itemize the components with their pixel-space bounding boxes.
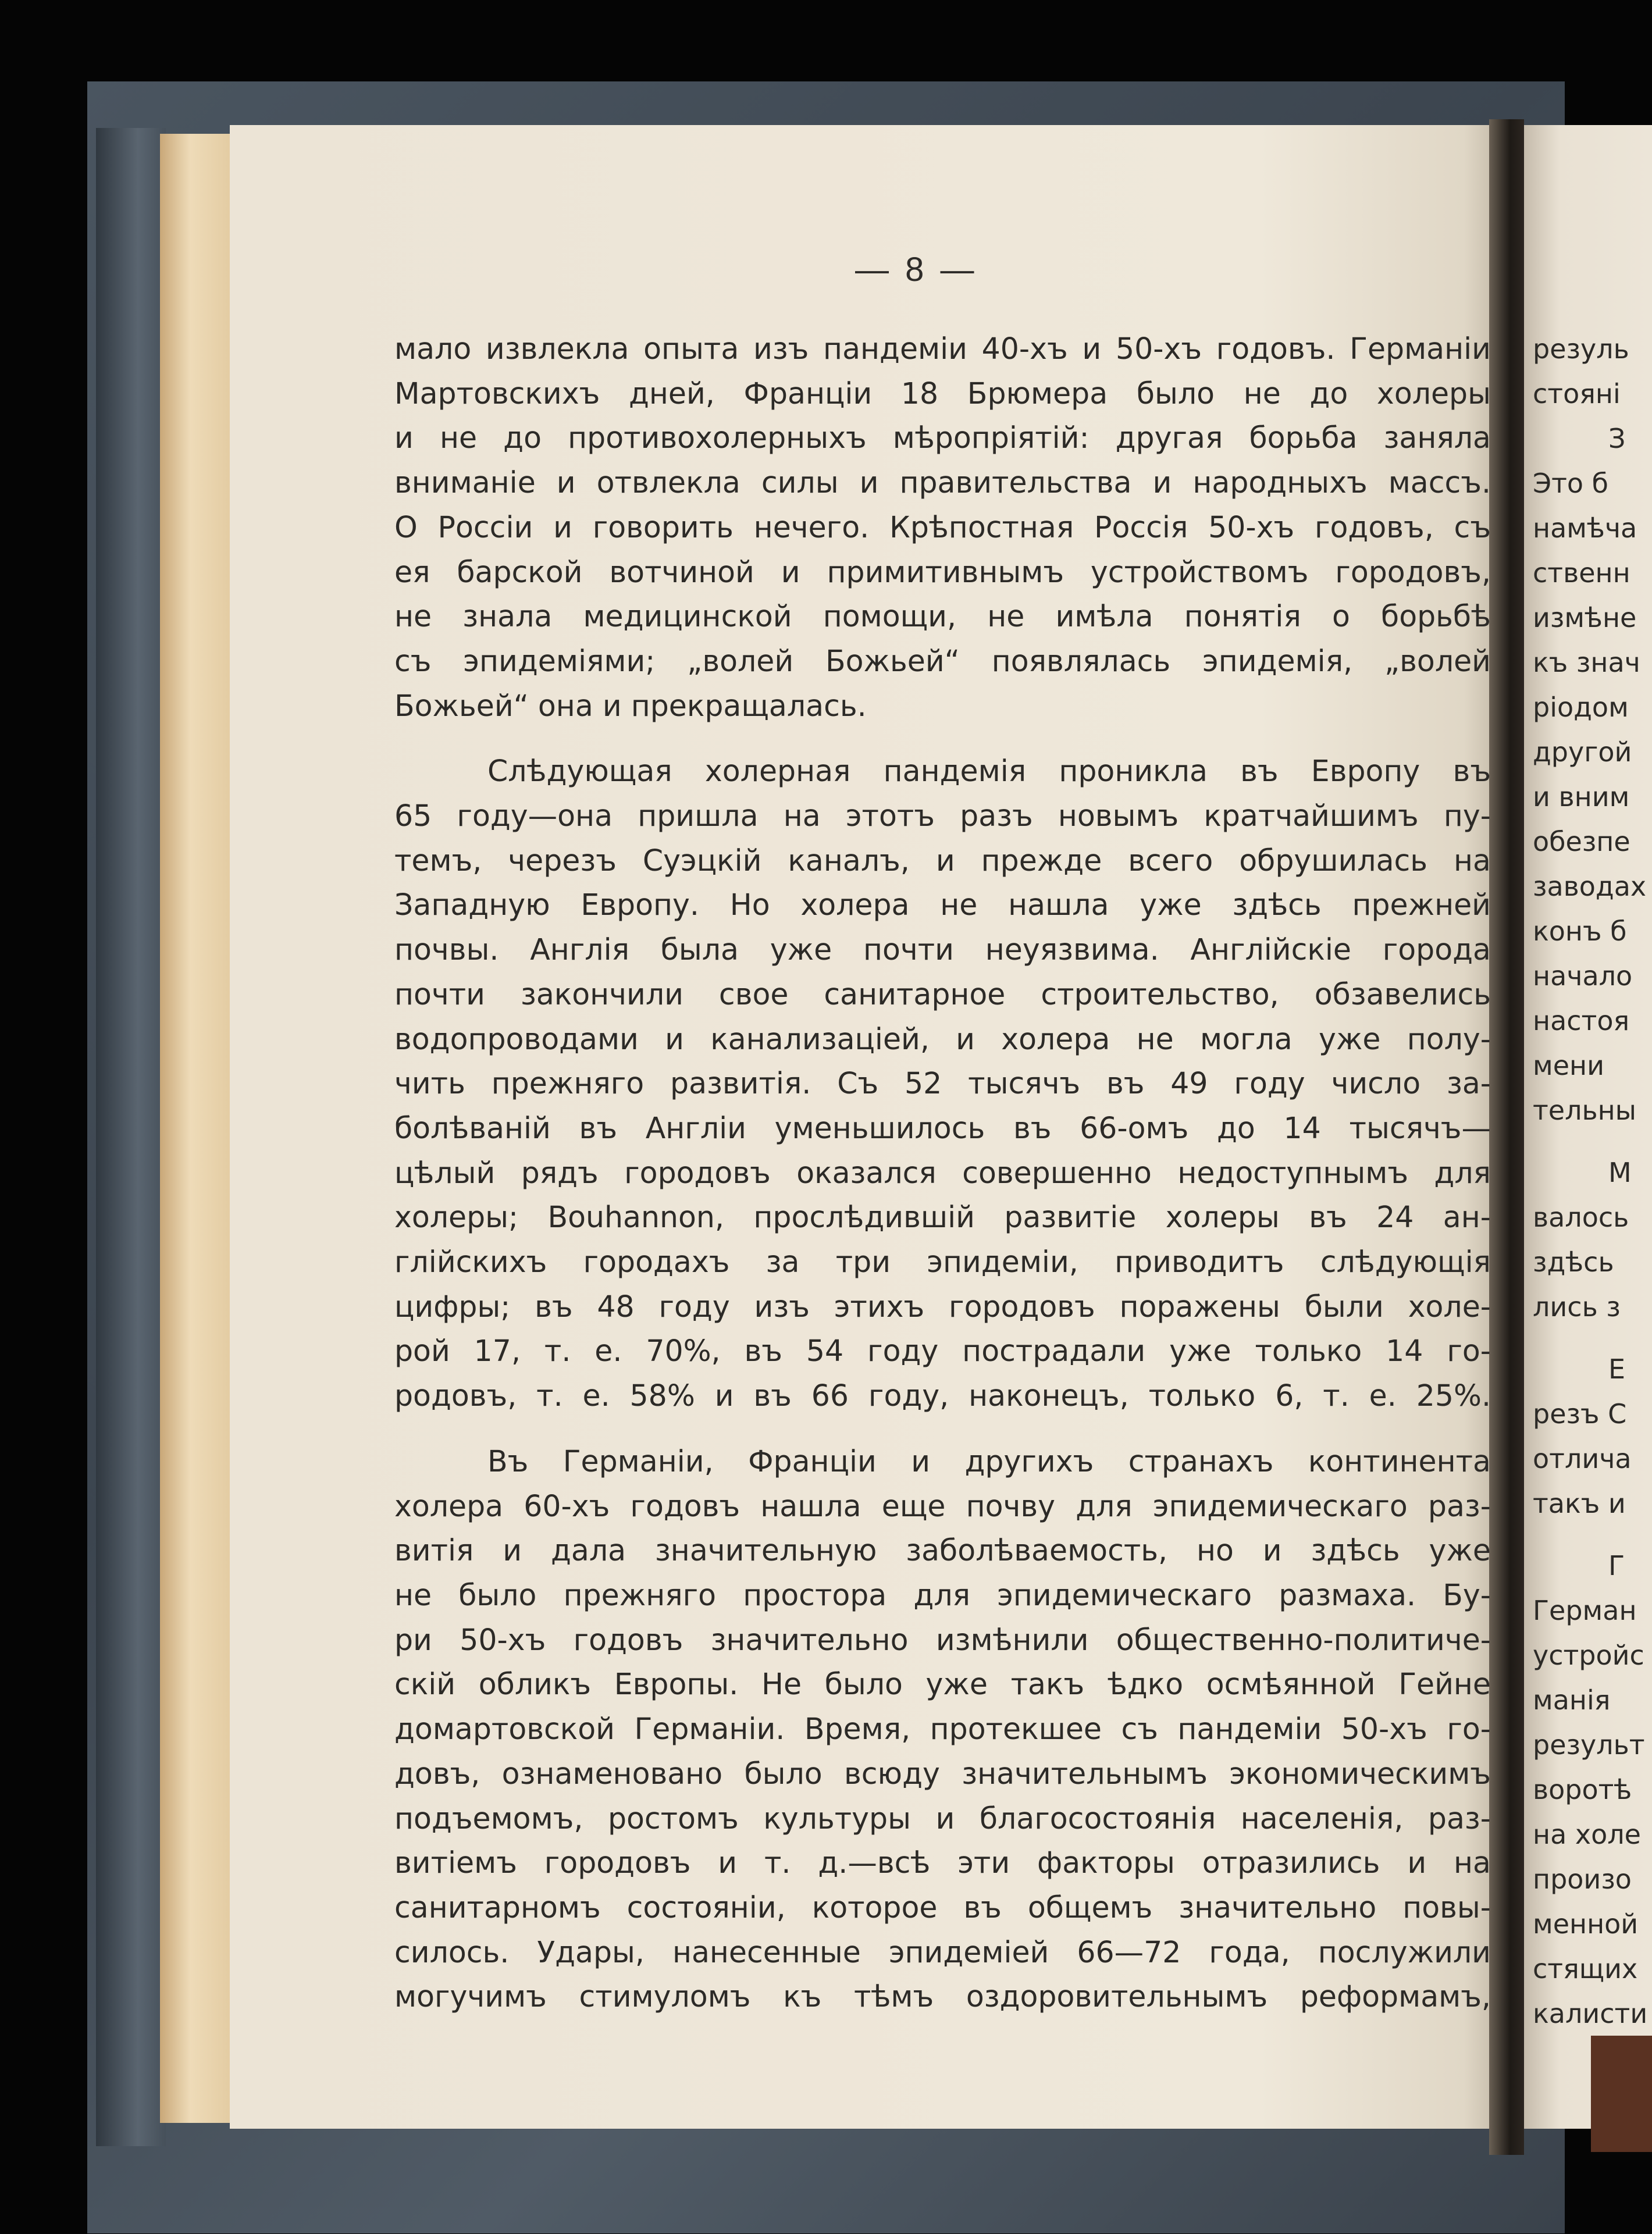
- text-line: не знала медицинской помощи, не имѣла понятія о борьбѣ: [394, 599, 1491, 634]
- text-line: 65 году—она пришла на этотъ разъ новымъ кратчайшимъ пу-: [394, 799, 1491, 833]
- fragment-line: заводах: [1533, 871, 1647, 902]
- text-line: Западную Европу. Но холера не нашла уже здѣсь прежней: [394, 888, 1491, 922]
- fragment-line: Е: [1608, 1353, 1626, 1385]
- page-number: — 8 —: [855, 251, 978, 288]
- text-line: О Россіи и говорить нечего. Крѣпостная Россія 50-хъ годовъ, съ: [394, 509, 1491, 544]
- text-line: холера 60-хъ годовъ нашла еще почву для эпидемическаго раз-: [394, 1488, 1491, 1523]
- text-line: скій обликъ Европы. Не было уже такъ ѣдко осмѣянной Гейне: [394, 1667, 1491, 1702]
- text-line: вниманіе и отвлекла силы и правительства и народныхъ массъ.: [394, 465, 1491, 500]
- fragment-line: и вним: [1533, 781, 1630, 813]
- cover-edge: [96, 128, 166, 2146]
- fragment-line: стящих: [1533, 1953, 1638, 1984]
- text-line: домартовской Германіи. Время, протекшее съ пандеміи 50-хъ го-: [394, 1712, 1491, 1747]
- right-page-text: [1533, 327, 1649, 2036]
- text-line: Слѣдующая холерная пандемія проникла въ Европу въ: [487, 754, 1491, 789]
- text-line: мало извлекла опыта изъ пандеміи 40-хъ и 50-хъ годовъ. Германіи: [394, 332, 1491, 366]
- text-line: подъемомъ, ростомъ культуры и благосостоянія населенія, раз-: [394, 1801, 1491, 1836]
- fragment-line: стояні: [1533, 378, 1621, 409]
- fragment-line: конъ б: [1533, 915, 1627, 947]
- text-line: родовъ, т. е. 58% и въ 66 году, наконецъ, только 6, т. е. 25%.: [394, 1378, 1491, 1413]
- fragment-line: Герман: [1533, 1595, 1637, 1626]
- text-line: не было прежняго простора для эпидемическаго размаха. Бу-: [394, 1577, 1491, 1612]
- fragment-line: намѣча: [1533, 512, 1637, 544]
- text-line: ея барской вотчиной и примитивнымъ устройствомъ городовъ,: [394, 554, 1491, 589]
- fragment-line: З: [1608, 423, 1626, 454]
- text-line: Мартовскихъ дней, Франціи 18 Брюмера было не до холеры: [394, 376, 1491, 411]
- text-line: почти закончили свое санитарное строительство, обзавелись: [394, 977, 1491, 1011]
- fragment-line: результ: [1533, 1729, 1645, 1761]
- text-line: болѣваній въ Англіи уменьшилось въ 66-омъ до 14 тысячъ—: [394, 1110, 1491, 1145]
- text-line: могучимъ стимуломъ къ тѣмъ оздоровительнымъ реформамъ,: [394, 1979, 1491, 2014]
- page-stack-edge: [160, 134, 236, 2123]
- fragment-line: менной: [1533, 1908, 1639, 1940]
- fragment-line: калисти: [1533, 1998, 1648, 2029]
- fragment-line: измѣне: [1533, 602, 1637, 633]
- fragment-line: произо: [1533, 1864, 1632, 1895]
- text-line: силось. Удары, нанесенные эпидеміей 66—72 года, послужили: [394, 1934, 1491, 1969]
- fragment-line: Г: [1608, 1550, 1625, 1581]
- fragment-line: на холе: [1533, 1819, 1641, 1850]
- fragment-line: настоя: [1533, 1005, 1630, 1036]
- book-gutter: [1489, 119, 1524, 2155]
- fragment-line: начало: [1533, 960, 1633, 992]
- fragment-line: мени: [1533, 1050, 1604, 1081]
- text-line: ри 50-хъ годовъ значительно измѣнили общественно-политиче-: [394, 1622, 1491, 1657]
- text-line: темъ, черезъ Суэцкій каналъ, и прежде всего обрушилась на: [394, 843, 1491, 878]
- text-line: Въ Германіи, Франціи и другихъ странахъ континента: [487, 1444, 1491, 1478]
- text-line: санитарномъ состояніи, которое въ общемъ значительно повы-: [394, 1890, 1491, 1925]
- spine-binding: [1591, 2036, 1652, 2152]
- fragment-line: ственн: [1533, 557, 1630, 589]
- fragment-line: другой: [1533, 736, 1632, 768]
- fragment-line: Это б: [1533, 468, 1609, 499]
- text-line: почвы. Англія была уже почти неуязвима. Англійскіе города: [394, 932, 1491, 967]
- fragment-line: валось: [1533, 1202, 1629, 1233]
- fragment-line: М: [1608, 1157, 1632, 1188]
- fragment-line: обезпе: [1533, 826, 1630, 857]
- text-line: витія и дала значительную заболѣваемость, но и здѣсь уже: [394, 1533, 1491, 1568]
- text-line: холеры; Bouhannon, прослѣдившій развитіе холеры въ 24 ан-: [394, 1200, 1491, 1235]
- text-line: Божьей“ она и прекращалась.: [394, 688, 867, 723]
- fragment-line: такъ и: [1533, 1488, 1626, 1519]
- fragment-line: резъ С: [1533, 1398, 1627, 1430]
- fragment-line: резуль: [1533, 333, 1629, 365]
- text-line: рой 17, т. е. 70%, въ 54 году пострадали уже только 14 го-: [394, 1334, 1491, 1369]
- text-line: съ эпидеміями; „волей Божьей“ появлялась эпидемія, „волей: [394, 643, 1491, 678]
- text-line: и не до противохолерныхъ мѣропріятій: другая борьба заняла: [394, 421, 1491, 455]
- fragment-line: здѣсь: [1533, 1246, 1614, 1278]
- text-line: глійскихъ городахъ за три эпидеміи, приводитъ слѣдующія: [394, 1245, 1491, 1280]
- text-line: цѣлый рядъ городовъ оказался совершенно недоступнымъ для: [394, 1155, 1491, 1190]
- fragment-line: воротѣ: [1533, 1774, 1632, 1805]
- body-text: [394, 327, 1491, 2019]
- fragment-line: тельны: [1533, 1095, 1637, 1126]
- text-line: довъ, ознаменовано было всюду значительнымъ экономическимъ: [394, 1756, 1491, 1791]
- text-line: чить прежняго развитія. Съ 52 тысячъ въ 49 году число за-: [394, 1066, 1491, 1101]
- fragment-line: манія: [1533, 1684, 1611, 1716]
- fragment-line: ріодом: [1533, 692, 1629, 723]
- text-line: водопроводами и канализаціей, и холера не могла уже полу-: [394, 1021, 1491, 1056]
- fragment-line: лись з: [1533, 1291, 1621, 1323]
- fragment-line: къ знач: [1533, 647, 1640, 678]
- fragment-line: отлича: [1533, 1443, 1632, 1474]
- text-line: цифры; въ 48 году изъ этихъ городовъ поражены были холе-: [394, 1289, 1491, 1324]
- fragment-line: устройс: [1533, 1640, 1644, 1671]
- text-line: витіемъ городовъ и т. д.—всѣ эти факторы отразились и на: [394, 1845, 1491, 1880]
